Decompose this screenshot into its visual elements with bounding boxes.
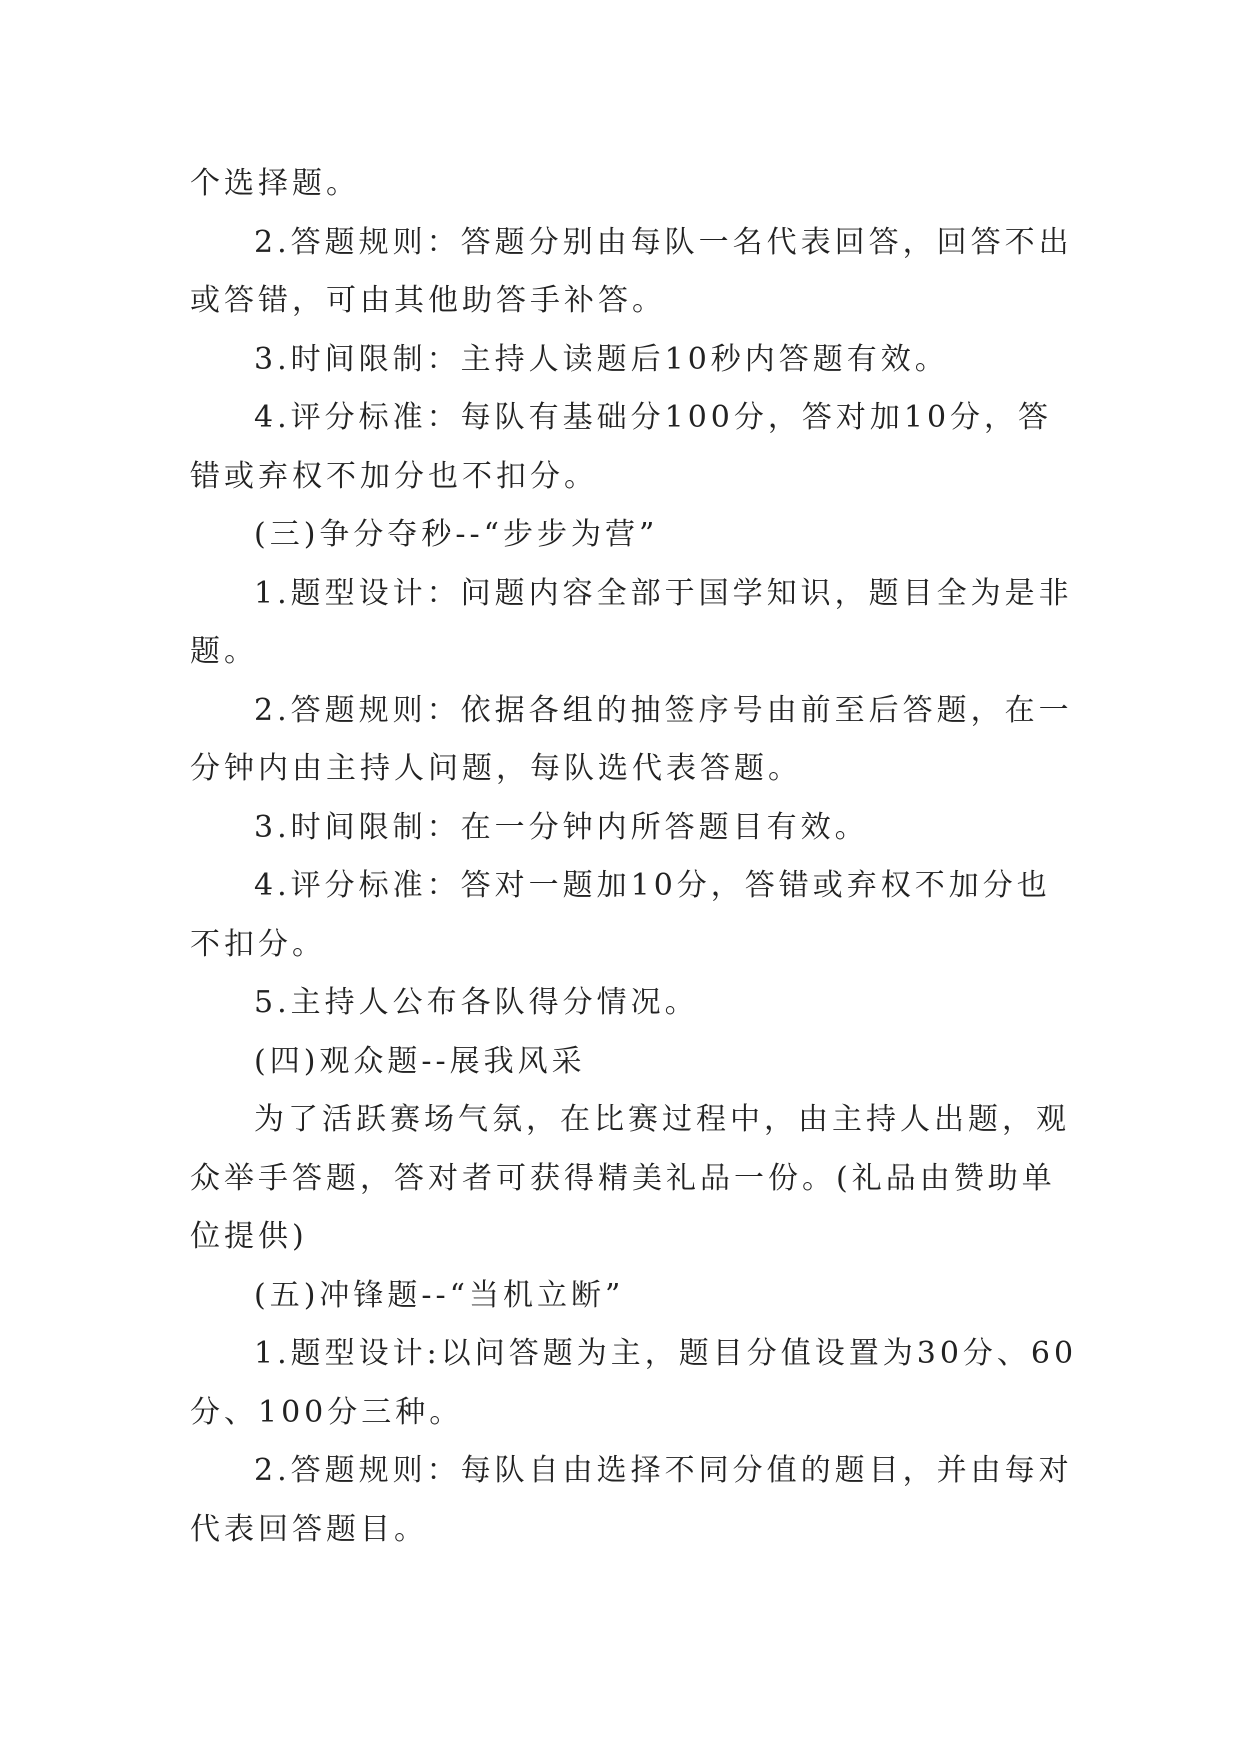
text-line: 为了活跃赛场气氛，在比赛过程中，由主持人出题，观: [254, 1102, 1070, 1137]
text-line: 不扣分。: [190, 926, 326, 962]
text-line: 代表回答题目。: [190, 1511, 428, 1547]
text-line: 众举手答题，答对者可获得精美礼品一份。(礼品由赞助单: [190, 1160, 1056, 1196]
text-line: 3.时间限制：主持人读题后10秒内答题有效。: [254, 341, 949, 377]
section-heading: (三)争分夺秒--“步步为营”: [254, 517, 659, 552]
text-line: 2.答题规则：答题分别由每队一名代表回答，回答不出: [254, 224, 1073, 260]
text-line: 题。: [190, 634, 258, 669]
text-line: 分、100分三种。: [190, 1394, 464, 1430]
text-line: 3.时间限制：在一分钟内所答题目有效。: [254, 809, 869, 845]
text-line: 1.题型设计:以问答题为主，题目分值设置为30分、60: [254, 1336, 1078, 1371]
section-heading: (五)冲锋题--“当机立断”: [254, 1277, 625, 1313]
text-line: 错或弃权不加分也不扣分。: [190, 458, 598, 494]
text-line: 位提供): [190, 1219, 308, 1254]
text-line: 或答错，可由其他助答手补答。: [190, 283, 666, 318]
section-heading: (四)观众题--展我风采: [254, 1043, 586, 1079]
text-line: 2.答题规则：依据各组的抽签序号由前至后答题，在一: [254, 692, 1073, 728]
text-line: 个选择题。: [190, 166, 360, 201]
text-line: 1.题型设计：问题内容全部于国学知识，题目全为是非: [254, 575, 1073, 611]
text-line: 分钟内由主持人问题，每队选代表答题。: [190, 751, 802, 786]
text-line: 2.答题规则：每队自由选择不同分值的题目，并由每对: [254, 1453, 1073, 1488]
text-line: 5.主持人公布各队得分情况。: [254, 985, 699, 1020]
text-line: 4.评分标准：每队有基础分100分，答对加10分，答: [254, 400, 1053, 435]
document-body: [190, 155, 1078, 1559]
text-line: 4.评分标准：答对一题加10分，答错或弃权不加分也: [254, 868, 1051, 903]
